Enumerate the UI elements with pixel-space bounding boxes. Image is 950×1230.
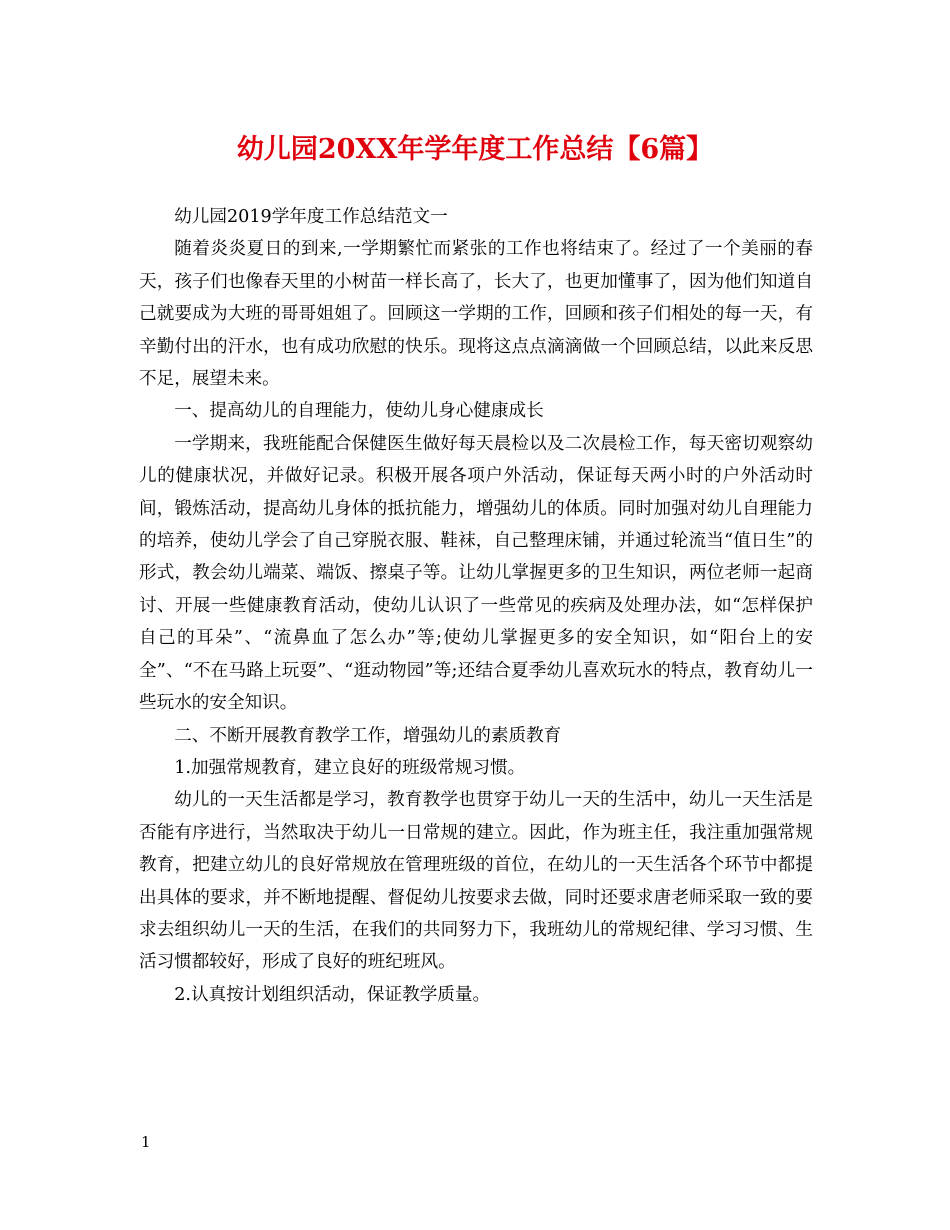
paragraph-routine-education: 幼儿的一天生活都是学习，教育教学也贯穿于幼儿一天的生活中，幼儿一天生活是否能有序进行，当然取决于幼儿一日常规的建立。因此，作为班主任，我注重加强常规教育，把建立幼儿的良好常规放在管理班级的首位，在幼儿的一天生活各个环节中都提出具体的要求，并不断地提醒、督促幼儿按要求去做，同时还要求唐老师采取一致的要求去组织幼儿一天的生活，在我们的共同努力下，我班幼儿的常规纪律、学习习惯、生活习惯都较好，形成了良好的班纪班风。 <box>139 790 813 973</box>
document-title: 幼儿园20XX年学年度工作总结【6篇】 <box>236 134 714 165</box>
subheading-routine-education: 1.加强常规教育，建立良好的班级常规习惯。 <box>174 757 526 778</box>
page-number: 1 <box>141 1133 151 1151</box>
section-heading-self-care: 一、提高幼儿的自理能力，使幼儿身心健康成长 <box>174 401 544 422</box>
paragraph-introduction: 随着炎炎夏日的到来,一学期繁忙而紧张的工作也将结束了。经过了一个美丽的春天，孩子们也像春天里的小树苗一样长高了，长大了，也更加懂事了，因为他们知道自己就要成为大班的哥哥姐姐了。回顾这一学期的工作，回顾和孩子们相处的每一天，有辛勤付出的汗水，也有成功欣慰的快乐。现将这点点滴滴做一个回顾总结，以此来反思不足，展望未来。 <box>139 239 813 390</box>
section-heading-education: 二、不断开展教育教学工作，增强幼儿的素质教育 <box>174 725 562 746</box>
document-body <box>139 201 813 1011</box>
subheading-planned-activities: 2.认真按计划组织活动，保证教学质量。 <box>174 984 491 1005</box>
paragraph-self-care: 一学期来，我班能配合保健医生做好每天晨检以及二次晨检工作，每天密切观察幼儿的健康状况，并做好记录。积极开展各项户外活动，保证每天两小时的户外活动时间，锻炼活动，提高幼儿身体的抵抗能力，增强幼儿的体质。同时加强对幼儿自理能力的培养，使幼儿学会了自己穿脱衣服、鞋袜，自己整理床铺，并通过轮流当“值日生”的形式，教会幼儿端菜、端饭、擦桌子等。让幼儿掌握更多的卫生知识，两位老师一起商讨、开展一些健康教育活动，使幼儿认识了一些常见的疾病及处理办法，如“怎样保护自己的耳朵”、“流鼻血了怎么办”等;使幼儿掌握更多的安全知识，如“阳台上的安全”、“不在马路上玩耍”、“逛动物园”等;还结合夏季幼儿喜欢玩水的特点，教育幼儿一些玩水的安全知识。 <box>139 433 813 714</box>
section-heading-essay-one: 幼儿园2019学年度工作总结范文一 <box>174 207 448 227</box>
